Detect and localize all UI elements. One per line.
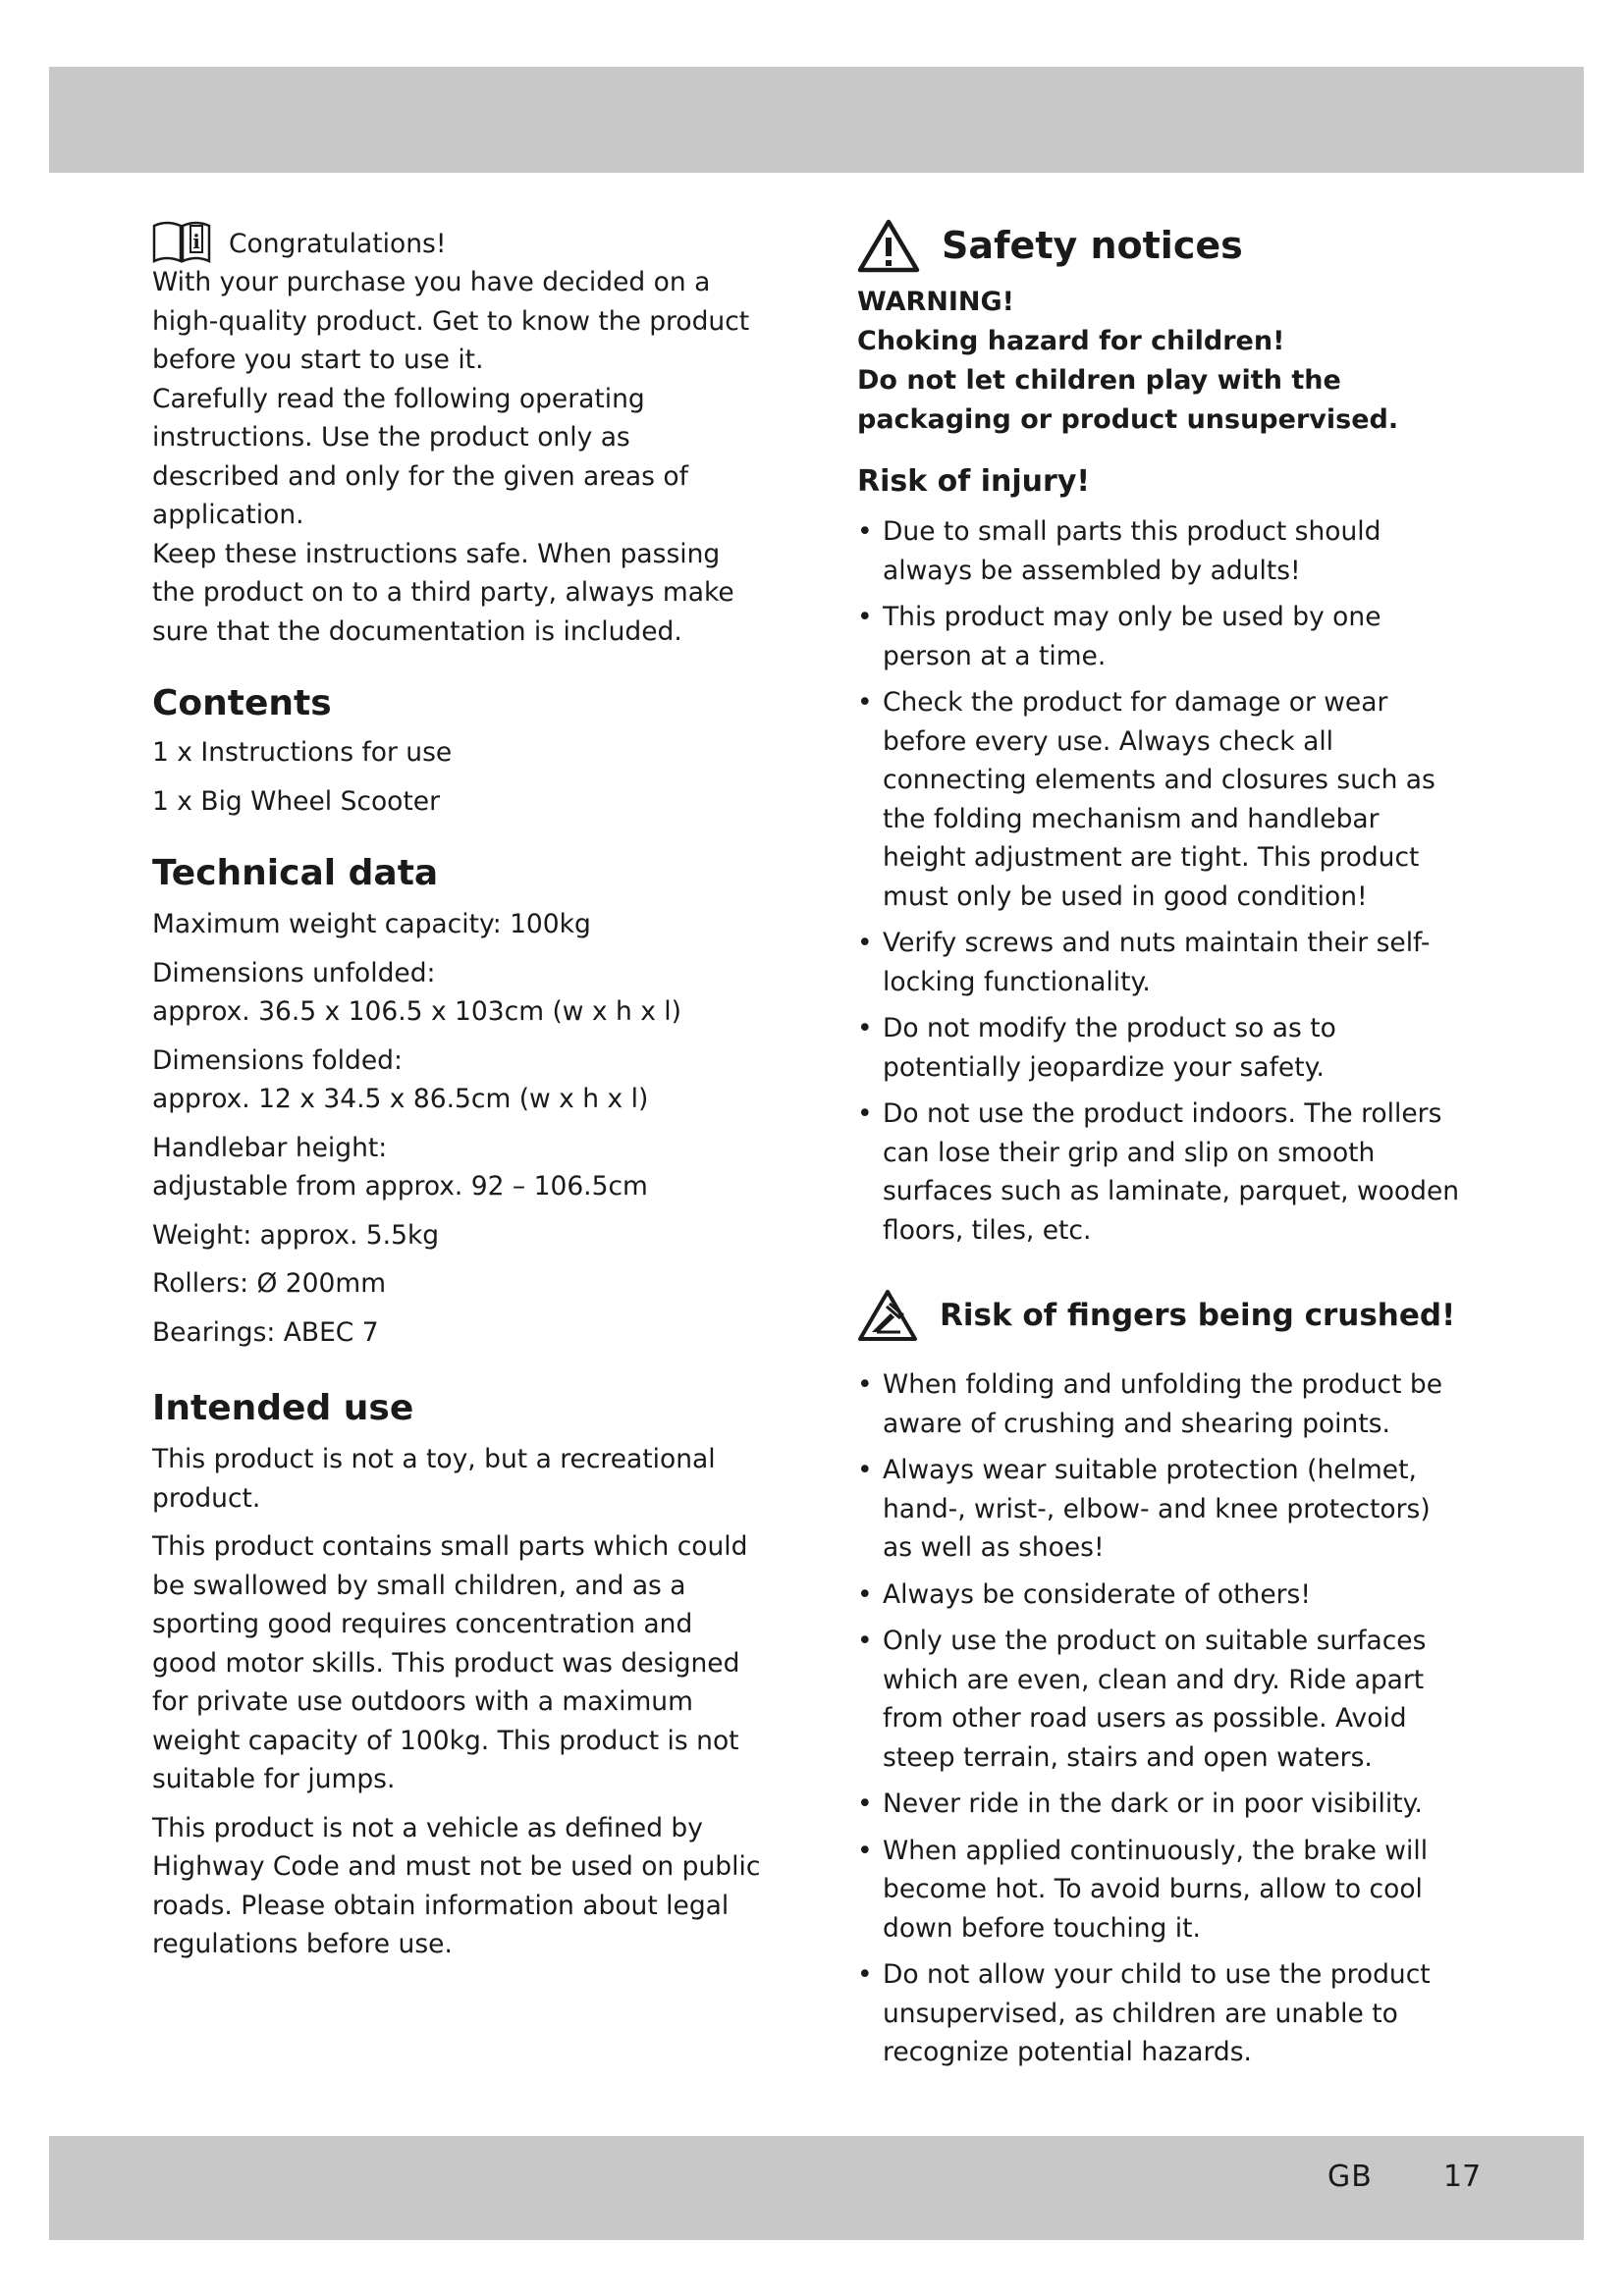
risk-item: • This product may only be used by one person at a time.	[857, 598, 1466, 675]
risk-item: • Do not use the product indoors. The rollers can lose their grip and slip on smooth surfaces such as laminate, parquet, wooden floors, tiles, etc.	[857, 1095, 1466, 1250]
intended-use-heading: Intended use	[152, 1388, 414, 1428]
crush-item: • Only use the product on suitable surfaces which are even, clean and dry. Ride apart from other road users as possible. Avoid steep terrain, stairs and open waters.	[857, 1622, 1466, 1777]
risk-of-injury-heading: Risk of injury!	[857, 464, 1091, 499]
tech-item: Maximum weight capacity: 100kg	[152, 909, 591, 939]
tech-item: Dimensions unfolded: approx. 36.5 x 106.5 x 103cm (w x h x l)	[152, 957, 682, 1027]
crush-item: • When applied continuously, the brake will become hot. To avoid burns, allow to cool down before touching it.	[857, 1832, 1466, 1949]
choking-hazard-text: Choking hazard for children!	[857, 326, 1285, 356]
intro-paragraph: With your purchase you have decided on a high-quality product. Get to know the product before you start to use it.	[152, 267, 750, 375]
crush-hazard-icon	[857, 1289, 918, 1342]
intended-paragraph: This product contains small parts which could be swallowed by small children, and as a sporting good requires concentration and good motor skills. This product was designed for private use outdoors with a maximum weight capacity of 100kg. This product is not suitable for jumps.	[152, 1531, 748, 1794]
risk-item: • Due to small parts this product should always be assembled by adults!	[857, 512, 1466, 590]
intended-paragraph: This product is not a toy, but a recreational product.	[152, 1444, 716, 1514]
risk-list	[857, 512, 1466, 1250]
risk-item: • Verify screws and nuts maintain their self-locking functionality.	[857, 924, 1466, 1001]
tech-item: Weight: approx. 5.5kg	[152, 1219, 440, 1251]
crush-title-row	[857, 1289, 1466, 1342]
intro-paragraph: Keep these instructions safe. When passing the product on to a third party, always make sure that the documentation is included.	[152, 538, 734, 647]
footer-language: GB	[1327, 2160, 1373, 2194]
intended-paragraph: This product is not a vehicle as defined by Highway Code and must not be used on public roads. Please obtain information about legal regulations before use.	[152, 1812, 761, 1959]
tech-item: Dimensions folded: approx. 12 x 34.5 x 86.5cm (w x h x l)	[152, 1044, 649, 1114]
intro-greeting: Congratulations!	[229, 228, 447, 259]
risk-item: • Do not modify the product so as to potentially jeopardize your safety.	[857, 1009, 1466, 1087]
contents-item: 1 x Big Wheel Scooter	[152, 785, 440, 817]
risk-item: • Check the product for damage or wear before every use. Always check all connecting elements and closures such as the folding mechanism and handlebar height adjustment are tight. This product must only be used in good condition!	[857, 683, 1466, 916]
technical-data-heading: Technical data	[152, 853, 439, 893]
header-band	[49, 67, 1584, 173]
crush-item: • When folding and unfolding the product be aware of crushing and shearing points.	[857, 1365, 1466, 1443]
intro-paragraph: Carefully read the following operating instructions. Use the product only as described and only for the given areas of application.	[152, 383, 688, 530]
svg-text:i: i	[192, 230, 200, 253]
crush-item: • Always wear suitable protection (helmet, hand-, wrist-, elbow- and knee protectors) as well as shoes!	[857, 1451, 1466, 1568]
warning-label: WARNING!	[857, 287, 1014, 317]
contents-item: 1 x Instructions for use	[152, 737, 453, 768]
left-column	[152, 218, 761, 1974]
packaging-warning-text: Do not let children play with the packaging or product unsupervised.	[857, 365, 1399, 435]
safety-notices-heading: Safety notices	[942, 224, 1243, 267]
tech-item: Bearings: ABEC 7	[152, 1316, 379, 1348]
crush-item: • Never ride in the dark or in poor visibility.	[857, 1785, 1466, 1824]
crush-item: • Always be considerate of others!	[857, 1575, 1466, 1615]
intro-greeting-row	[152, 218, 761, 263]
right-column	[857, 218, 1466, 2080]
contents-heading: Contents	[152, 683, 332, 723]
safety-title-row	[857, 218, 1466, 273]
info-book-icon	[152, 218, 211, 263]
tech-item: Rollers: Ø 200mm	[152, 1268, 387, 1299]
crush-item: • Do not allow your child to use the product unsupervised, as children are unable to recognize potential hazards.	[857, 1955, 1466, 2072]
warning-triangle-icon	[857, 218, 920, 273]
page-number: 17	[1443, 2160, 1482, 2194]
crush-list	[857, 1365, 1466, 2072]
tech-item: Handlebar height: adjustable from approx. 92 – 106.5cm	[152, 1132, 648, 1201]
crush-heading: Risk of fingers being crushed!	[940, 1298, 1456, 1333]
